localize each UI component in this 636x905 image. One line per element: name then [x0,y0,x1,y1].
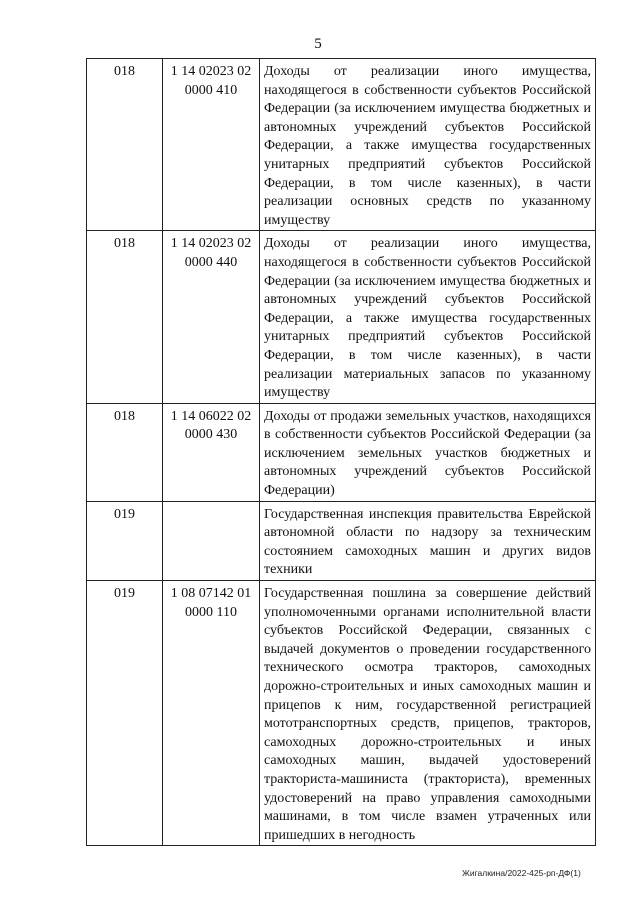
budget-code-cell [163,501,260,580]
description-cell: Доходы от продажи земельных участков, находящихся в собственности субъектов Российской Федерации (за исключением земельных участков бюджетных и автономных учреждений субъектов Российской Федерации) [260,403,596,501]
admin-code-cell: 018 [87,59,163,231]
table-row [87,59,596,231]
admin-code-cell: 019 [87,501,163,580]
revenue-codes-table [86,58,596,846]
budget-code-cell: 1 14 02023 02 0000 410 [163,59,260,231]
description-cell: Государственная инспекция правительства Еврейской автономной области по надзору за техническим состоянием самоходных машин и других видов техники [260,501,596,580]
table-row [87,231,596,403]
description-cell: Доходы от реализации иного имущества, находящегося в собственности субъектов Российской Федерации (за исключением имущества бюджетных и автономных учреждений субъектов Российской Федерации, а также имущества государственных унитарных предприятий субъектов Российской Федерации, в том числе казенных), в части реализации материальных запасов по указанному имуществу [260,231,596,403]
admin-code-cell: 019 [87,581,163,846]
budget-code-cell: 1 08 07142 01 0000 110 [163,581,260,846]
page-number: 5 [314,36,322,52]
admin-code-cell: 018 [87,403,163,501]
budget-code-cell: 1 14 02023 02 0000 440 [163,231,260,403]
table-row [87,581,596,846]
table-row [87,403,596,501]
admin-code-cell: 018 [87,231,163,403]
budget-code-cell: 1 14 06022 02 0000 430 [163,403,260,501]
table-row [87,501,596,580]
document-footer: Жигалкина/2022-425-рп-ДФ(1) [462,868,581,878]
description-cell: Государственная пошлина за совершение действий уполномоченными органами исполнительной власти субъектов Российской Федерации, связанных с выдачей документов о проведении государственного технического осмотра тракторов, самоходных дорожно-строительных и иных самоходных машин и прицепов к ним, государственной регистрацией мототранспортных средств, прицепов, тракторов, самоходных дорожно-строительных и иных самоходных машин, выдачей удостоверений тракториста-машиниста (тракториста), временных удостоверений на право управления самоходными машинами, в том числе взамен утраченных или пришедших в негодность [260,581,596,846]
description-cell: Доходы от реализации иного имущества, находящегося в собственности субъектов Российской Федерации (за исключением имущества бюджетных и автономных учреждений субъектов Российской Федерации, а также имущества государственных унитарных предприятий субъектов Российской Федерации, в том числе казенных), в части реализации основных средств по указанному имуществу [260,59,596,231]
